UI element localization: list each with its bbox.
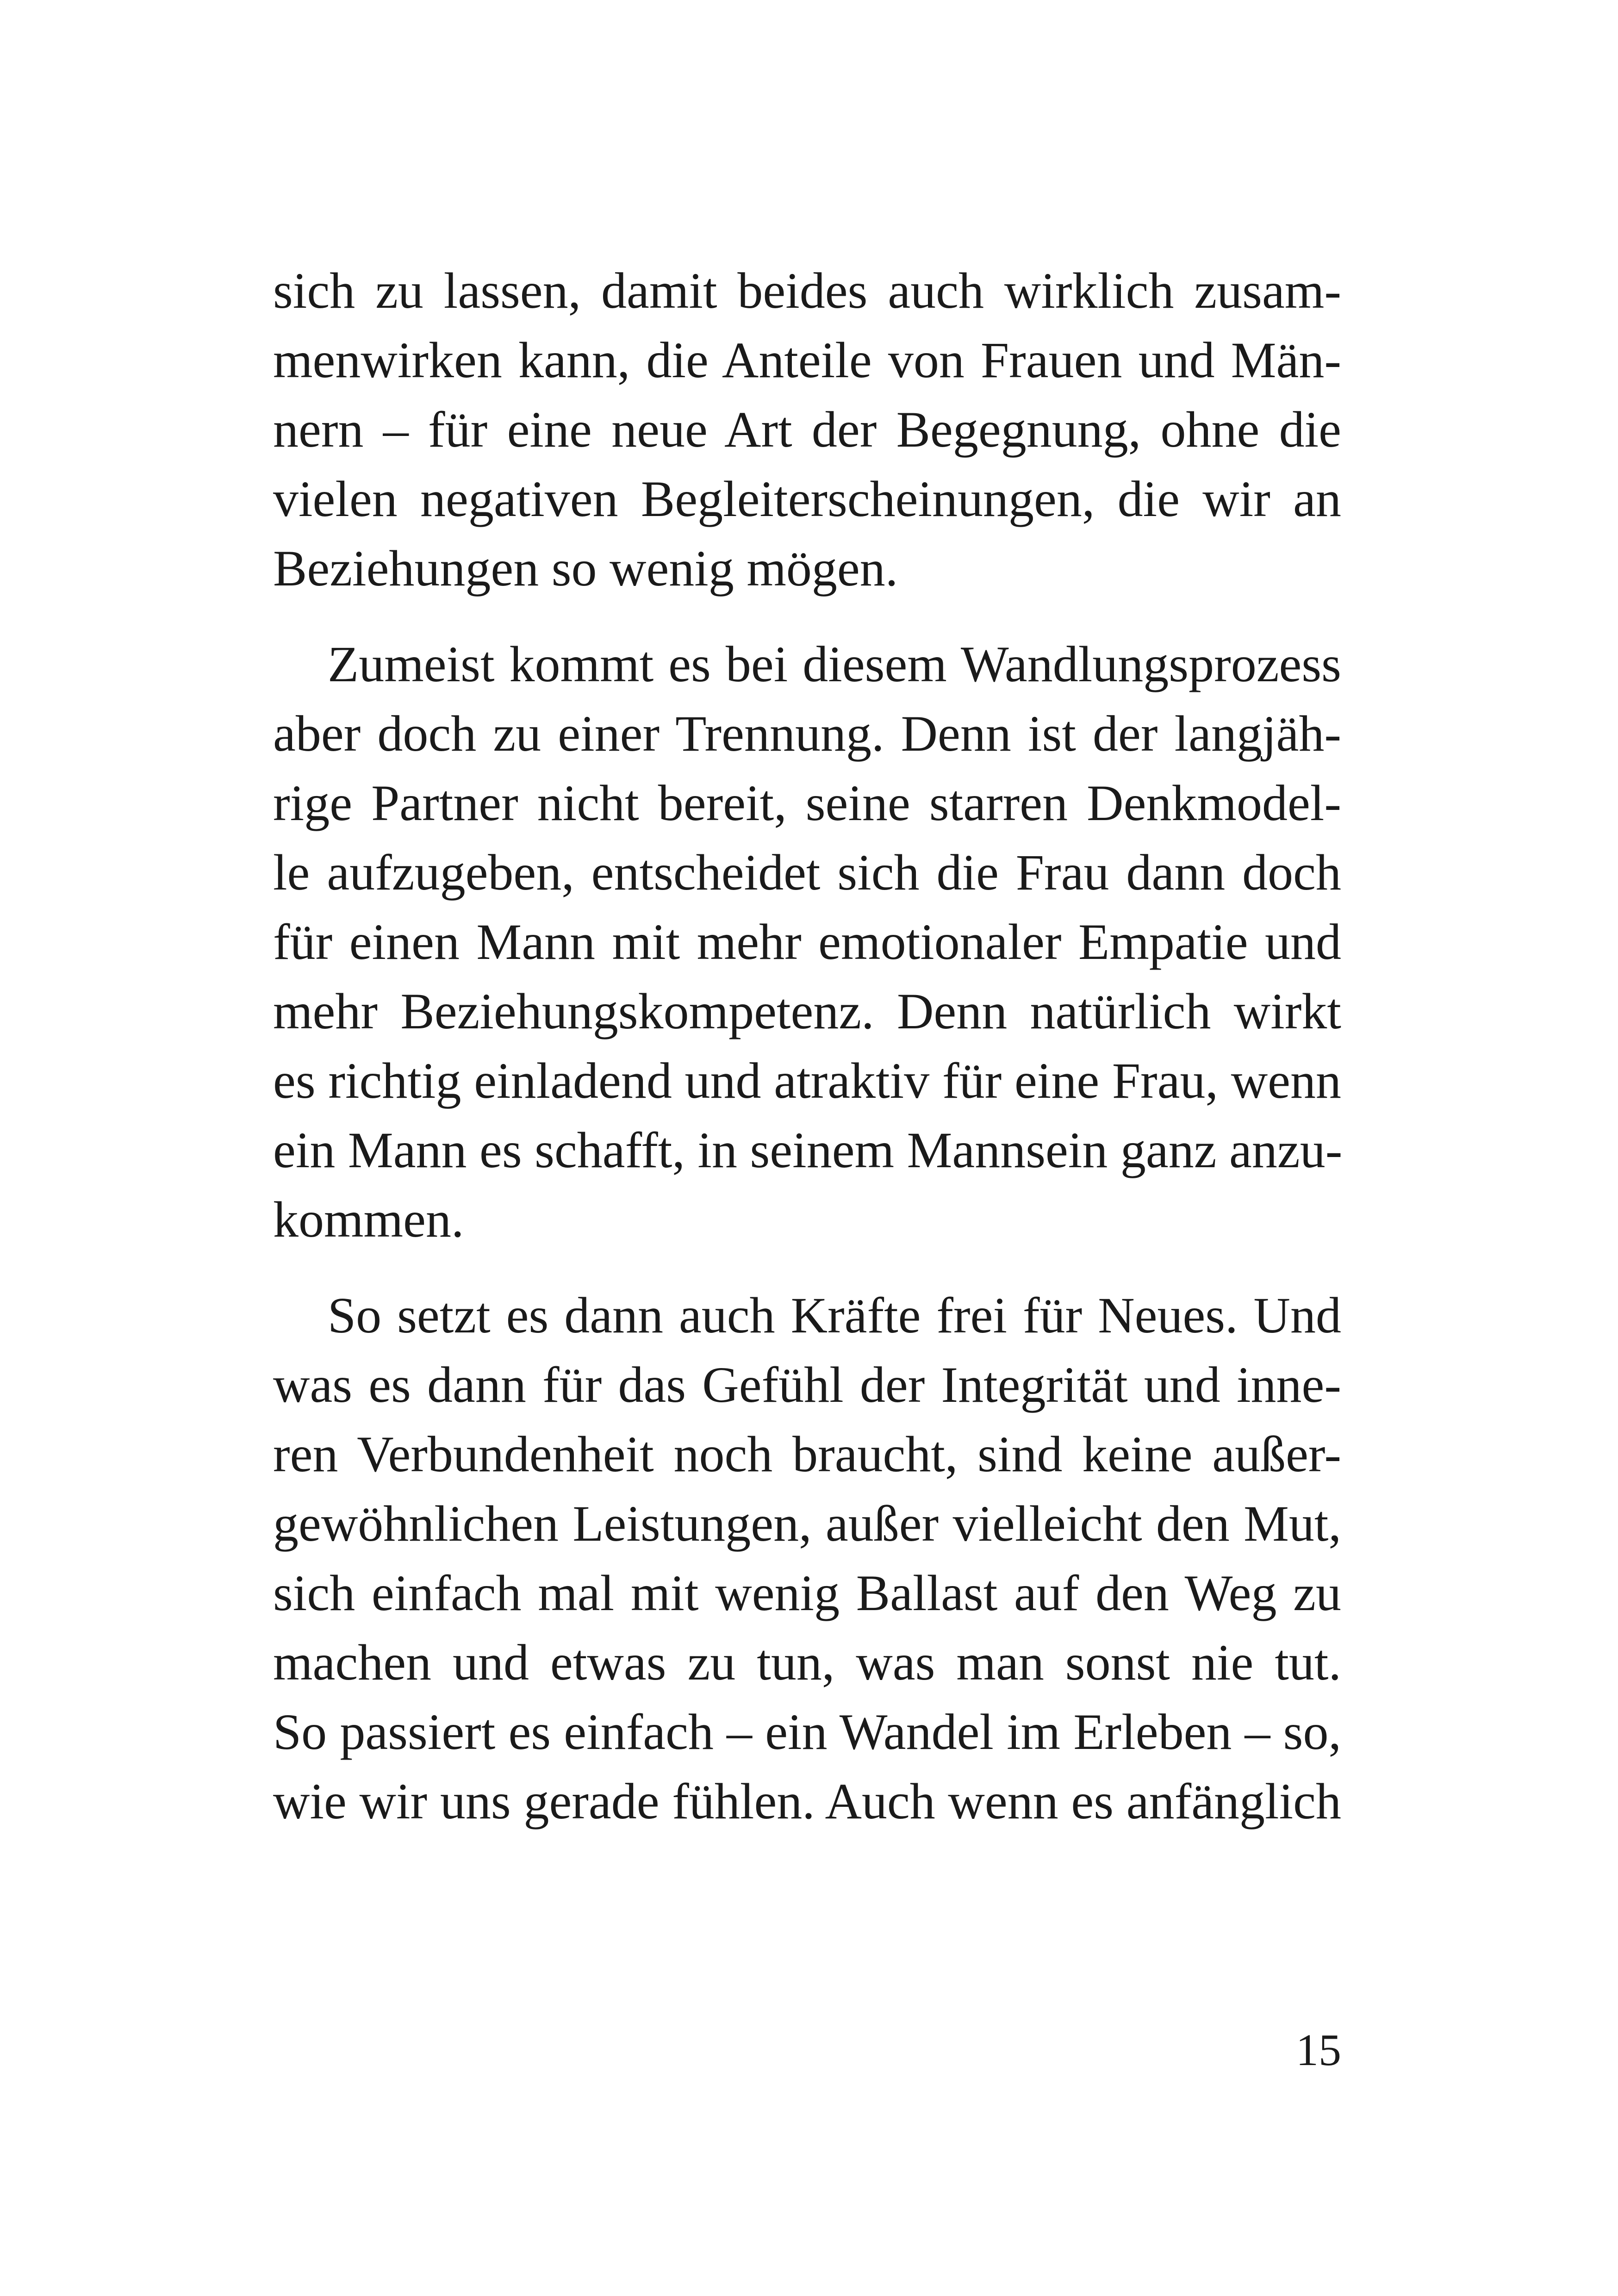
text-line: es richtig einladend und atraktiv für eine Frau, wenn [273,1052,1341,1109]
paragraph-2 [273,629,1341,1254]
text-line: rige Partner nicht bereit, seine starren Denkmodel- [273,775,1341,831]
text-line: nern – für eine neue Art der Begegnung, ohne die [273,401,1341,458]
text-line: Zumeist kommt es bei diesem Wandlungsprozess [328,636,1341,692]
text-line: menwirken kann, die Anteile von Frauen und Män- [273,332,1341,388]
text-line: So passiert es einfach – ein Wandel im Erleben – so, [273,1704,1341,1760]
text-line: machen und etwas zu tun, was man sonst nie tut. [273,1634,1341,1691]
text-line: ein Mann es schafft, in seinem Mannsein ganz anzu- [273,1122,1343,1178]
text-line: kommen. [273,1191,464,1248]
text-line: vielen negativen Begleiterscheinungen, die wir an [273,471,1341,527]
text-line: wie wir uns gerade fühlen. Auch wenn es anfänglich [273,1773,1341,1829]
paragraph-3 [273,1281,1341,1836]
text-line: ren Verbundenheit noch braucht, sind keine außer- [273,1426,1341,1482]
text-line: aber doch zu einer Trennung. Denn ist der langjäh- [273,705,1341,762]
body-text [273,256,1341,1836]
text-line: gewöhnlichen Leistungen, außer vielleicht den Mut, [273,1495,1341,1552]
page-number: 15 [1296,2025,1341,2075]
text-line: sich einfach mal mit wenig Ballast auf den Weg zu [273,1565,1341,1621]
text-line: So setzt es dann auch Kräfte frei für Neues. Und [328,1287,1341,1344]
paragraph-1 [273,256,1341,603]
text-line: was es dann für das Gefühl der Integrität und inne- [273,1356,1341,1413]
text-line: sich zu lassen, damit beides auch wirklich zusam- [273,262,1341,319]
text-line: le aufzugeben, entscheidet sich die Frau dann doch [273,844,1341,901]
text-line: Beziehungen so wenig mögen. [273,540,898,597]
text-line: für einen Mann mit mehr emotionaler Empatie und [273,914,1341,970]
text-line: mehr Beziehungskompetenz. Denn natürlich wirkt [273,983,1341,1039]
